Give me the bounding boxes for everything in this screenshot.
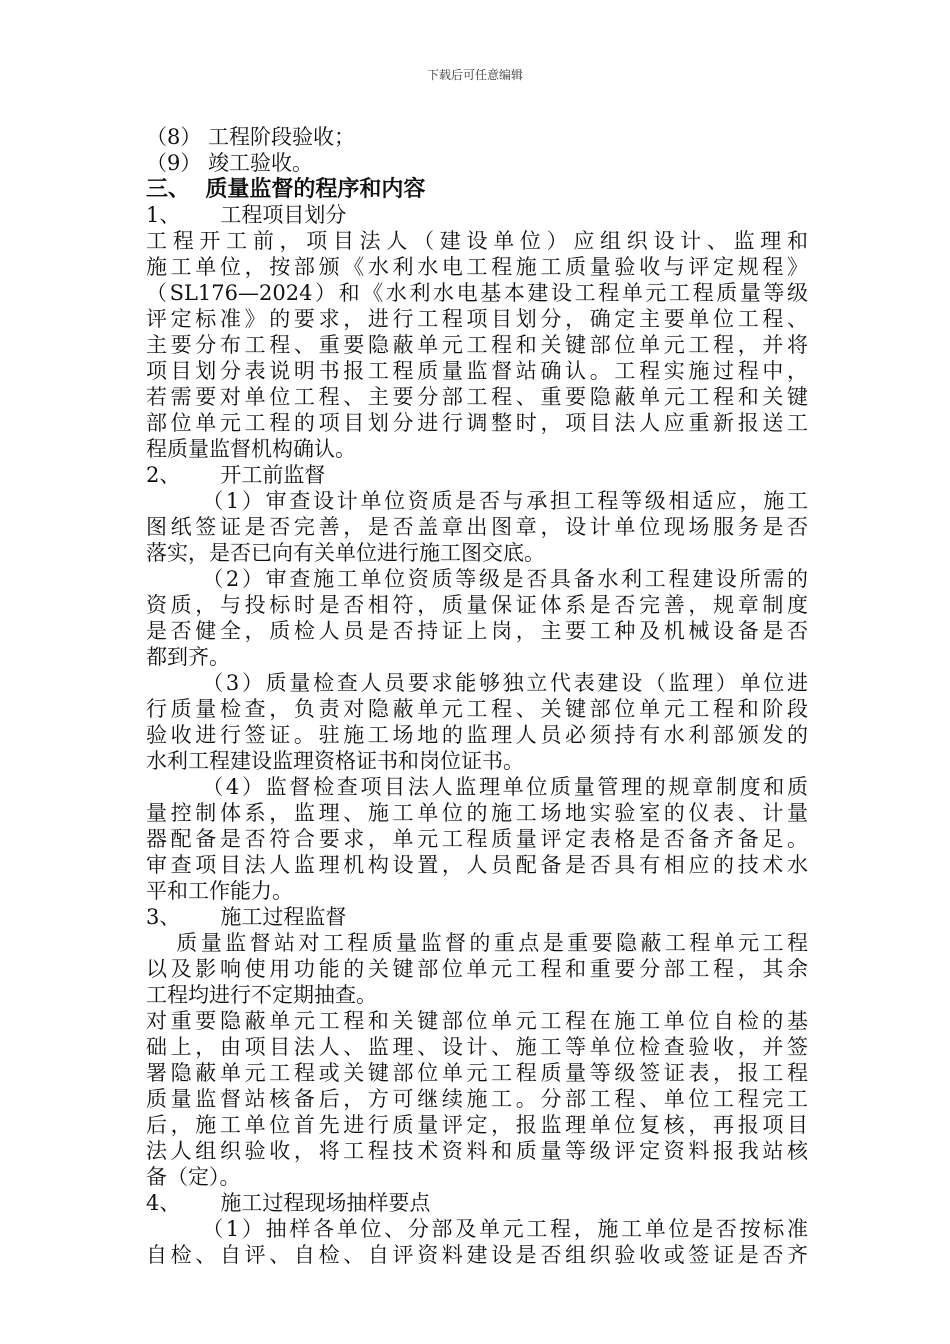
paragraph-line: 质量监督站对工程质量监督的重点是重要隐蔽工程单元工程	[146, 931, 808, 955]
document-body	[146, 124, 808, 1268]
paragraph-line: （1）抽样各单位、分部及单元工程，施工单位是否按标准	[146, 1217, 808, 1241]
paragraph-line: 备（定）。	[146, 1165, 241, 1189]
paragraph-line: 施工单位，按部颁《水利水电工程施工质量验收与评定规程》	[146, 255, 808, 279]
paragraph-line: 以及影响使用功能的关键部位单元工程和重要分部工程，其余	[146, 957, 808, 981]
list-item: （9） 竣工验收。	[146, 151, 314, 175]
paragraph-line: 图纸签证是否完善，是否盖章出图章，设计单位现场服务是否	[146, 515, 808, 539]
section-title: 三、 质量监督的程序和内容	[146, 176, 426, 202]
paragraph-line: 础上，由项目法人、监理、设计、施工等单位检查验收，并签	[146, 1035, 808, 1059]
paragraph-line: 行质量检查，负责对隐蔽单元工程、关键部位单元工程和阶段	[146, 697, 808, 721]
paragraph-line: 质量监督站核备后，方可继续施工。分部工程、单位工程完工	[146, 1087, 808, 1111]
list-item: （8） 工程阶段验收；	[146, 125, 356, 149]
paragraph-line: 量控制体系，监理、施工单位的施工场地实验室的仪表、计量	[146, 801, 808, 825]
paragraph-line: 工程开工前，项目法人（建设单位）应组织设计、监理和	[146, 229, 808, 253]
paragraph-line: 工程均进行不定期抽查。	[146, 983, 377, 1007]
paragraph-line: 若需要对单位工程、主要分部工程、重要隐蔽单元工程和关键	[146, 385, 808, 409]
paragraph-line: 主要分布工程、重要隐蔽单元工程和关键部位单元工程，并将	[146, 333, 808, 357]
paragraph-line: 法人组织验收，将工程技术资料和质量等级评定资料报我站核	[146, 1139, 808, 1163]
subsection-heading: 2、 开工前监督	[146, 463, 326, 487]
paragraph-line: 平和工作能力。	[146, 879, 293, 903]
paragraph-line: 审查项目法人监理机构设置，人员配备是否具有相应的技术水	[146, 853, 808, 877]
paragraph-line: 都到齐。	[146, 645, 230, 669]
paragraph-line: 署隐蔽单元工程或关键部位单元工程质量等级签证表，报工程	[146, 1061, 808, 1085]
paragraph-line: 器配备是否符合要求，单元工程质量评定表格是否备齐备足。	[146, 827, 808, 851]
paragraph-line: （3）质量检查人员要求能够独立代表建设（监理）单位进	[146, 671, 808, 695]
paragraph-line: 资质，与投标时是否相符，质量保证体系是否完善，规章制度	[146, 593, 808, 617]
paragraph-line: 项目划分表说明书报工程质量监督站确认。工程实施过程中，	[146, 359, 808, 383]
paragraph-line: 对重要隐蔽单元工程和关键部位单元工程在施工单位自检的基	[146, 1009, 808, 1033]
paragraph-line: 评定标准》的要求，进行工程项目划分，确定主要单位工程、	[146, 307, 808, 331]
paragraph-line: 自检、自评、自检、自评资料建设是否组织验收或签证是否齐	[146, 1243, 808, 1267]
page-header: 下载后可任意编辑	[426, 68, 523, 82]
paragraph-line: 落实，是否已向有关单位进行施工图交底。	[146, 541, 545, 565]
paragraph-line: （SL176—2024）和《水利水电基本建设工程单元工程质量等级	[146, 281, 808, 305]
paragraph-line: 水利工程建设监理资格证书和岗位证书。	[146, 749, 524, 773]
paragraph-line: （4）监督检查项目法人监理单位质量管理的规章制度和质	[146, 775, 808, 799]
paragraph-line: 是否健全，质检人员是否持证上岗，主要工种及机械设备是否	[146, 619, 808, 643]
paragraph-line: 后，施工单位首先进行质量评定，报监理单位复核，再报项目	[146, 1113, 808, 1137]
paragraph-line: 验收进行签证。驻施工场地的监理人员必须持有水利部颁发的	[146, 723, 808, 747]
paragraph-line: 部位单元工程的项目划分进行调整时，项目法人应重新报送工	[146, 411, 808, 435]
paragraph-line: （1）审查设计单位资质是否与承担工程等级相适应，施工	[146, 489, 808, 513]
paragraph-line: 程质量监督机构确认。	[146, 437, 356, 461]
subsection-heading: 3、 施工过程监督	[146, 905, 347, 929]
subsection-heading: 1、 工程项目划分	[146, 203, 347, 227]
paragraph-line: （2）审查施工单位资质等级是否具备水利工程建设所需的	[146, 567, 808, 591]
subsection-heading: 4、 施工过程现场抽样要点	[146, 1191, 431, 1215]
